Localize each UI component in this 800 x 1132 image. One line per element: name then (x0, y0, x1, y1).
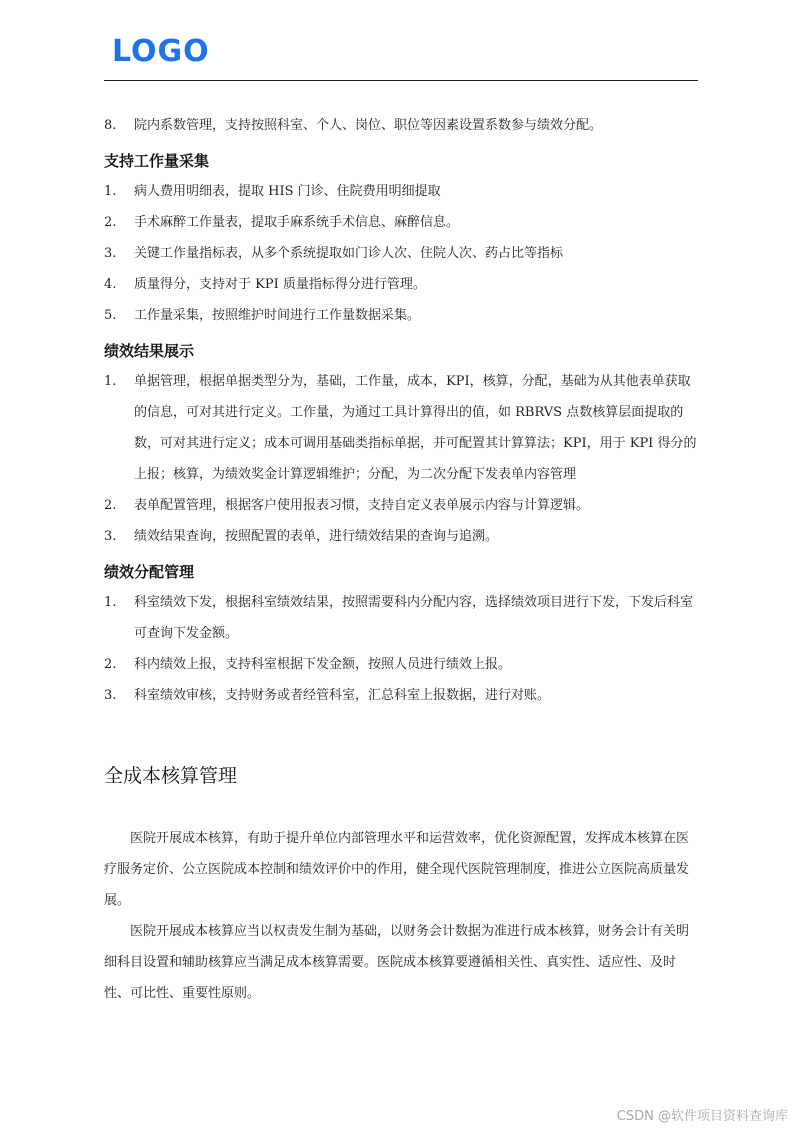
list-item-number: 8. (104, 118, 117, 133)
section-heading-results: 绩效结果展示 (104, 342, 195, 360)
list-item-number: 1. (104, 184, 117, 199)
list-item (104, 521, 698, 552)
list-item-text: 科室绩效下发，根据科室绩效结果，按照需要科内分配内容，选择绩效项目进行下发，下发后科室可查询下发金额。 (134, 595, 694, 641)
list-item (104, 680, 698, 711)
list-item (104, 269, 698, 300)
list-item-number: 2. (104, 498, 117, 513)
list-item (104, 366, 698, 490)
list-item (104, 300, 698, 331)
section-heading-distribution: 绩效分配管理 (104, 563, 195, 581)
list-item-text: 质量得分，支持对于 KPI 质量指标得分进行管理。 (134, 277, 426, 292)
paragraph: 医院开展成本核算应当以权责发生制为基础，以财务会计数据为准进行成本核算，财务会计有关明细科目设置和辅助核算应当满足成本核算需要。医院成本核算要遵循相关性、真实性、适应性、及时性、可比性、重要性原则。 (104, 924, 690, 1001)
list-item (104, 490, 698, 521)
list-item-text: 科内绩效上报，支持科室根据下发金额，按照人员进行绩效上报。 (134, 657, 512, 672)
list-item-number: 2. (104, 657, 117, 672)
section-heading-workload: 支持工作量采集 (104, 152, 210, 170)
list-item-text: 工作量采集，按照维护时间进行工作量数据采集。 (134, 308, 421, 323)
document-body (104, 110, 698, 1009)
list-item-text: 病人费用明细表，提取 HIS 门诊、住院费用明细提取 (134, 184, 441, 199)
list-item-text: 表单配置管理，根据客户使用报表习惯，支持自定义表单展示内容与计算逻辑。 (134, 498, 590, 513)
section-title-cost-accounting: 全成本核算管理 (104, 765, 238, 787)
list-item-number: 1. (104, 595, 117, 610)
list-item-text: 绩效结果查询，按照配置的表单，进行绩效结果的查询与追溯。 (134, 529, 499, 544)
list-item (104, 110, 698, 141)
watermark: CSDN @软件项目资料查询库 (616, 1109, 788, 1124)
list-item-number: 3. (104, 529, 117, 544)
list-item (104, 587, 698, 649)
list-item-number: 2. (104, 215, 117, 230)
list-item-text: 手术麻醉工作量表，提取手麻系统手术信息、麻醉信息。 (134, 215, 460, 230)
list-item-number: 1. (104, 374, 117, 389)
list-item-number: 3. (104, 688, 117, 703)
logo: LOGO (112, 34, 210, 69)
list-item-number: 4. (104, 277, 117, 292)
list-item-text: 单据管理，根据单据类型分为，基础，工作量，成本，KPI，核算，分配，基础为从其他表单获取的信息，可对其进行定义。工作量，为通过工具计算得出的值，如 RBRVS 点数核算层面提取的数，可对其进行定义；成本可调用基础类指标单据，并可配置其计算算法；KPI，用于 KPI 得分的上报；核算，为绩效奖金计算逻辑维护；分配，为二次分配下发表单内容管理 (134, 374, 697, 482)
list-item (104, 649, 698, 680)
list-item (104, 207, 698, 238)
list-item (104, 176, 698, 207)
list-item-text: 科室绩效审核，支持财务或者经管科室，汇总科室上报数据，进行对账。 (134, 688, 551, 703)
list-item-number: 5. (104, 308, 117, 323)
paragraph: 医院开展成本核算，有助于提升单位内部管理水平和运营效率，优化资源配置，发挥成本核算在医疗服务定价、公立医院成本控制和绩效评价中的作用，健全现代医院管理制度，推进公立医院高质量发展。 (104, 831, 690, 908)
list-item-text: 院内系数管理，支持按照科室、个人、岗位、职位等因素设置系数参与绩效分配。 (134, 118, 603, 133)
list-item-number: 3. (104, 246, 117, 261)
list-item-text: 关键工作量指标表，从多个系统提取如门诊人次、住院人次、药占比等指标 (134, 246, 564, 261)
page-header (104, 34, 698, 81)
list-item (104, 238, 698, 269)
